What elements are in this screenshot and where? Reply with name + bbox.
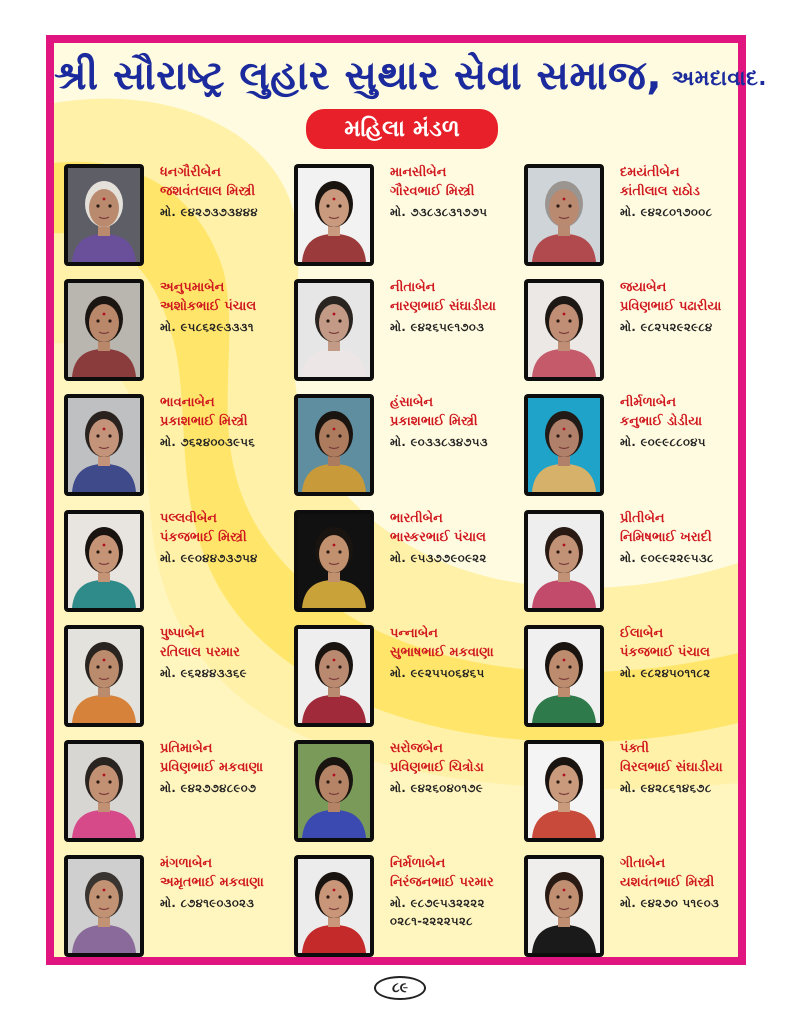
member-card — [294, 279, 524, 383]
member-first-name: ભાવનાબેન — [160, 395, 215, 411]
member-info — [160, 393, 300, 451]
member-info — [390, 854, 530, 930]
member-family-name: પ્રકાશભાઈ મિસ્ત્રી — [390, 414, 478, 430]
member-family-name: પ્રકાશભાઈ મિસ્ત્રી — [160, 414, 248, 430]
member-first-name: નીર્મળાબેન — [620, 395, 677, 411]
member-photo — [294, 625, 374, 727]
member-phone: મો. ૯૫૩૭૭૯૦૯૨૨ — [390, 550, 487, 565]
member-family-name: જશવંતલાલ મિસ્ત્રી — [160, 184, 256, 199]
member-card — [294, 625, 524, 729]
member-card — [64, 855, 294, 959]
member-photo — [294, 394, 374, 496]
member-photo — [64, 855, 144, 957]
member-first-name: માનસીબેન — [390, 165, 447, 180]
member-first-name: સરોજબેન — [390, 741, 443, 756]
title-city: અમદાવાદ. — [672, 65, 767, 90]
member-family-name: અશોકભાઈ પંચાલ — [160, 299, 257, 315]
member-photo — [524, 855, 604, 957]
member-first-name: પુષ્પાબેન — [160, 625, 205, 641]
member-photo — [524, 510, 604, 612]
member-photo — [524, 394, 604, 496]
member-first-name: જયાબેન — [620, 280, 667, 296]
page-number: ૮૯ — [374, 976, 426, 1000]
member-family-name: પ્રવિણભાઈ મકવાણા — [160, 760, 264, 775]
title-main: શ્રી સૌરાષ્ટ્ર લુહાર સુથાર સેવા સમાજ, — [54, 53, 663, 99]
member-photo — [524, 279, 604, 381]
member-first-name: પલ્લવીબેન — [160, 510, 217, 526]
member-card — [524, 855, 754, 959]
member-first-name: ઈલાબેન — [620, 625, 664, 641]
member-family-name: પ્રવિણભાઈ ચિત્રોડા — [390, 760, 484, 775]
member-photo — [64, 279, 144, 381]
member-info — [390, 624, 530, 682]
member-card — [64, 510, 294, 614]
member-phone: મો. ૭૬૨૪૦૦૩૯૫૬ — [160, 435, 256, 450]
member-phone: મો. ૯૪૨૮૬૧૪૬૭૮ — [620, 781, 712, 795]
member-info — [160, 163, 300, 221]
member-card — [294, 855, 524, 959]
member-info — [620, 854, 760, 912]
member-phone-2: ૦૨૮૧-૨૨૨૨૫૨૮ — [390, 914, 473, 929]
member-family-name: રતિલાલ પરમાર — [160, 644, 240, 660]
member-card — [524, 625, 754, 729]
member-family-name: પ્રવિણભાઈ પઢારીયા — [620, 299, 722, 315]
member-photo — [294, 510, 374, 612]
member-first-name: ધનગૌરીબેન — [160, 165, 221, 180]
member-phone: મો. ૯૮૨૫૨૯૨૯૮૪ — [620, 320, 713, 335]
member-first-name: પંક્તી — [620, 741, 649, 756]
member-family-name: સુભાષભાઈ મકવાણા — [390, 644, 494, 660]
member-phone: મો. ૯૦૯૯૨૨૯૫૩૮ — [620, 550, 714, 565]
member-phone: મો. ૯૯૨૫૫૦૬૪૬૫ — [390, 665, 485, 680]
member-phone: મો. ૭૩૮૩૮૩૧૭૭૫ — [390, 205, 488, 219]
member-phone: મો. ૯૪૨૬૫૯૧૭૦૩ — [390, 320, 485, 335]
member-info — [160, 278, 300, 336]
member-first-name: પ્રતિમાબેન — [160, 741, 213, 756]
member-card — [524, 394, 754, 498]
member-photo — [524, 625, 604, 727]
member-family-name: કાંતીલાલ રાઠોડ — [620, 184, 700, 199]
member-photo — [524, 740, 604, 842]
member-card — [64, 279, 294, 383]
member-phone: મો. ૯૮૨૪૫૦૧૧૮૨ — [620, 665, 711, 680]
member-info — [620, 163, 760, 221]
member-card — [524, 164, 754, 268]
member-info — [620, 393, 760, 451]
member-phone: મો. ૯૪૨૭૭૪૮૯૦૭ — [160, 781, 257, 795]
member-phone: મો. ૯૯૦૪૪૭૩૭૫૪ — [160, 550, 258, 565]
member-card — [524, 740, 754, 844]
section-banner: મહિલા મંડળ — [306, 109, 498, 149]
member-info — [160, 624, 300, 682]
member-info — [620, 624, 760, 682]
member-card — [64, 164, 294, 268]
member-info — [390, 278, 530, 336]
member-photo — [64, 394, 144, 496]
member-family-name: યશવંતભાઈ મિસ્ત્રી — [620, 875, 715, 891]
member-photo — [294, 279, 374, 381]
member-family-name: પંકજભાઈ પંચાલ — [620, 644, 710, 660]
member-first-name: નિર્મળાબેન — [390, 856, 446, 872]
member-card — [64, 740, 294, 844]
member-photo — [294, 855, 374, 957]
member-card — [524, 279, 754, 383]
member-first-name: પ્રીતીબેન — [620, 510, 665, 526]
member-info — [390, 509, 530, 567]
member-family-name: નિરંજનભાઈ પરમાર — [390, 875, 494, 891]
member-family-name: અમૃતભાઈ મકવાણા — [160, 875, 264, 891]
member-card — [64, 394, 294, 498]
member-card — [294, 394, 524, 498]
member-first-name: અનુપમાબેન — [160, 280, 225, 296]
member-phone: મો. ૯૫૮૬૨૯૩૩૩૧ — [160, 320, 254, 335]
member-phone: મો. ૯૦૩૩૮૩૪૭૫૩ — [390, 435, 488, 450]
member-info — [390, 163, 530, 221]
member-photo — [64, 740, 144, 842]
member-phone: મો. ૯૬૨૪૪૩૩૬૯ — [160, 665, 247, 680]
member-phone: મો. ૯૪૨૮૦૧૭૦૦૮ — [620, 205, 713, 219]
page-title — [54, 53, 767, 99]
member-first-name: હંસાબેન — [390, 395, 434, 411]
member-photo — [64, 164, 144, 266]
member-phone: મો. ૯૦૯૯૮૮૦૪૫ — [620, 435, 706, 450]
member-first-name: ગીતાબેન — [620, 856, 666, 872]
member-phone: મો. ૯૪૨૭૩૭૩૪૪૪ — [160, 205, 258, 219]
member-info — [160, 739, 300, 797]
member-phone: મો. ૯૪૨૬૦૪૦૧૭૯ — [390, 781, 484, 795]
member-info — [390, 393, 530, 451]
member-photo — [524, 164, 604, 266]
member-phone: મો. ૮૭૪૧૯૦૩૦૨૩ — [160, 896, 255, 911]
member-family-name: પંકજભાઈ મિસ્ત્રી — [160, 529, 247, 545]
member-first-name: મંગળાબેન — [160, 856, 213, 872]
member-family-name: ભાસ્કરભાઈ પંચાલ — [390, 529, 486, 545]
member-family-name: નિમિષભાઈ ખરાદી — [620, 529, 712, 545]
member-phone: મો. ૯૮૭૯૫૩૨૨૨૨ — [390, 896, 485, 911]
member-card — [524, 510, 754, 614]
member-info — [620, 509, 760, 567]
member-phone: મો. ૯૪૨૭૦ ૫૧૯૦૩ — [620, 896, 720, 911]
page-frame — [46, 35, 767, 965]
member-family-name: વિરલભાઈ સંઘાડીયા — [620, 760, 723, 775]
member-photo — [64, 625, 144, 727]
member-first-name: નીતાબેન — [390, 280, 436, 296]
member-first-name: દમયંતીબેન — [620, 165, 680, 180]
member-first-name: પન્નાબેન — [390, 625, 438, 641]
member-family-name: ગૌરવભાઈ મિસ્ત્રી — [390, 184, 475, 199]
member-card — [294, 740, 524, 844]
member-photo — [294, 164, 374, 266]
member-family-name: નારણભાઈ સંઘાડીયા — [390, 299, 496, 315]
member-info — [160, 509, 300, 567]
member-first-name: ભારતીબેન — [390, 510, 443, 526]
member-card — [294, 510, 524, 614]
member-info — [160, 854, 300, 912]
member-card — [64, 625, 294, 729]
member-family-name: કનુભાઈ ડોડીયા — [620, 414, 703, 430]
member-info — [390, 739, 530, 797]
member-card — [294, 164, 524, 268]
member-info — [620, 739, 760, 797]
member-info — [620, 278, 760, 336]
member-photo — [64, 510, 144, 612]
member-photo — [294, 740, 374, 842]
